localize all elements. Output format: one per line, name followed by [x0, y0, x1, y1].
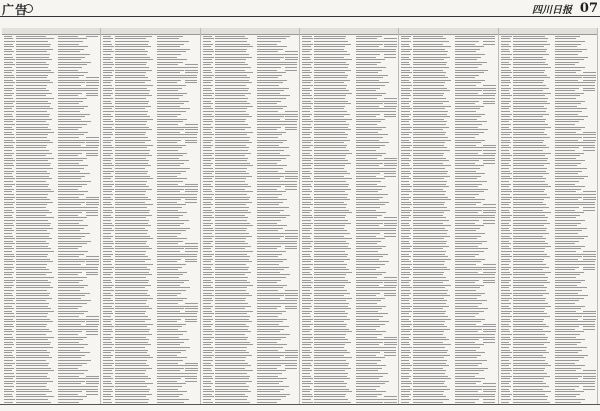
- text-line: [58, 402, 79, 403]
- text-line: [483, 402, 495, 403]
- table-column-header: [499, 28, 597, 35]
- text-line: [413, 402, 443, 403]
- table-column: [101, 28, 200, 404]
- section-label: 广告: [2, 3, 29, 17]
- table-column: [201, 28, 300, 404]
- text-line: [4, 402, 13, 403]
- table-row: [499, 401, 597, 404]
- table-column: [399, 28, 498, 404]
- page-number: 07: [579, 1, 598, 16]
- text-line: [103, 402, 112, 403]
- table-column: [499, 28, 598, 404]
- table-row: [101, 401, 199, 404]
- notice-table-area: [2, 28, 598, 404]
- table-column-header: [2, 28, 100, 35]
- table-row: [2, 401, 100, 404]
- table-column: [2, 28, 101, 404]
- table-column-header: [399, 28, 497, 35]
- text-line: [302, 402, 313, 403]
- text-line: [356, 402, 383, 403]
- text-line: [157, 402, 184, 403]
- text-line: [513, 402, 550, 403]
- text-line: [257, 402, 277, 403]
- page-circle-icon: [24, 4, 33, 13]
- newspaper-masthead: 四川日报: [532, 5, 572, 16]
- table-column-header: [201, 28, 299, 35]
- table-column: [300, 28, 399, 404]
- text-line: [401, 402, 409, 403]
- page-header: [0, 0, 600, 17]
- text-line: [314, 402, 351, 403]
- text-line: [203, 402, 213, 403]
- table-row: [300, 401, 398, 404]
- text-line: [501, 402, 509, 403]
- text-line: [16, 402, 51, 403]
- table-column-header: [101, 28, 199, 35]
- notice-titles: [196, 17, 404, 27]
- table-row: [399, 401, 497, 404]
- text-line: [115, 402, 148, 403]
- table-row: [201, 401, 299, 404]
- table-column-header: [300, 28, 398, 35]
- text-line: [215, 402, 250, 403]
- text-line: [384, 402, 397, 403]
- text-line: [455, 402, 475, 403]
- text-line: [555, 402, 581, 403]
